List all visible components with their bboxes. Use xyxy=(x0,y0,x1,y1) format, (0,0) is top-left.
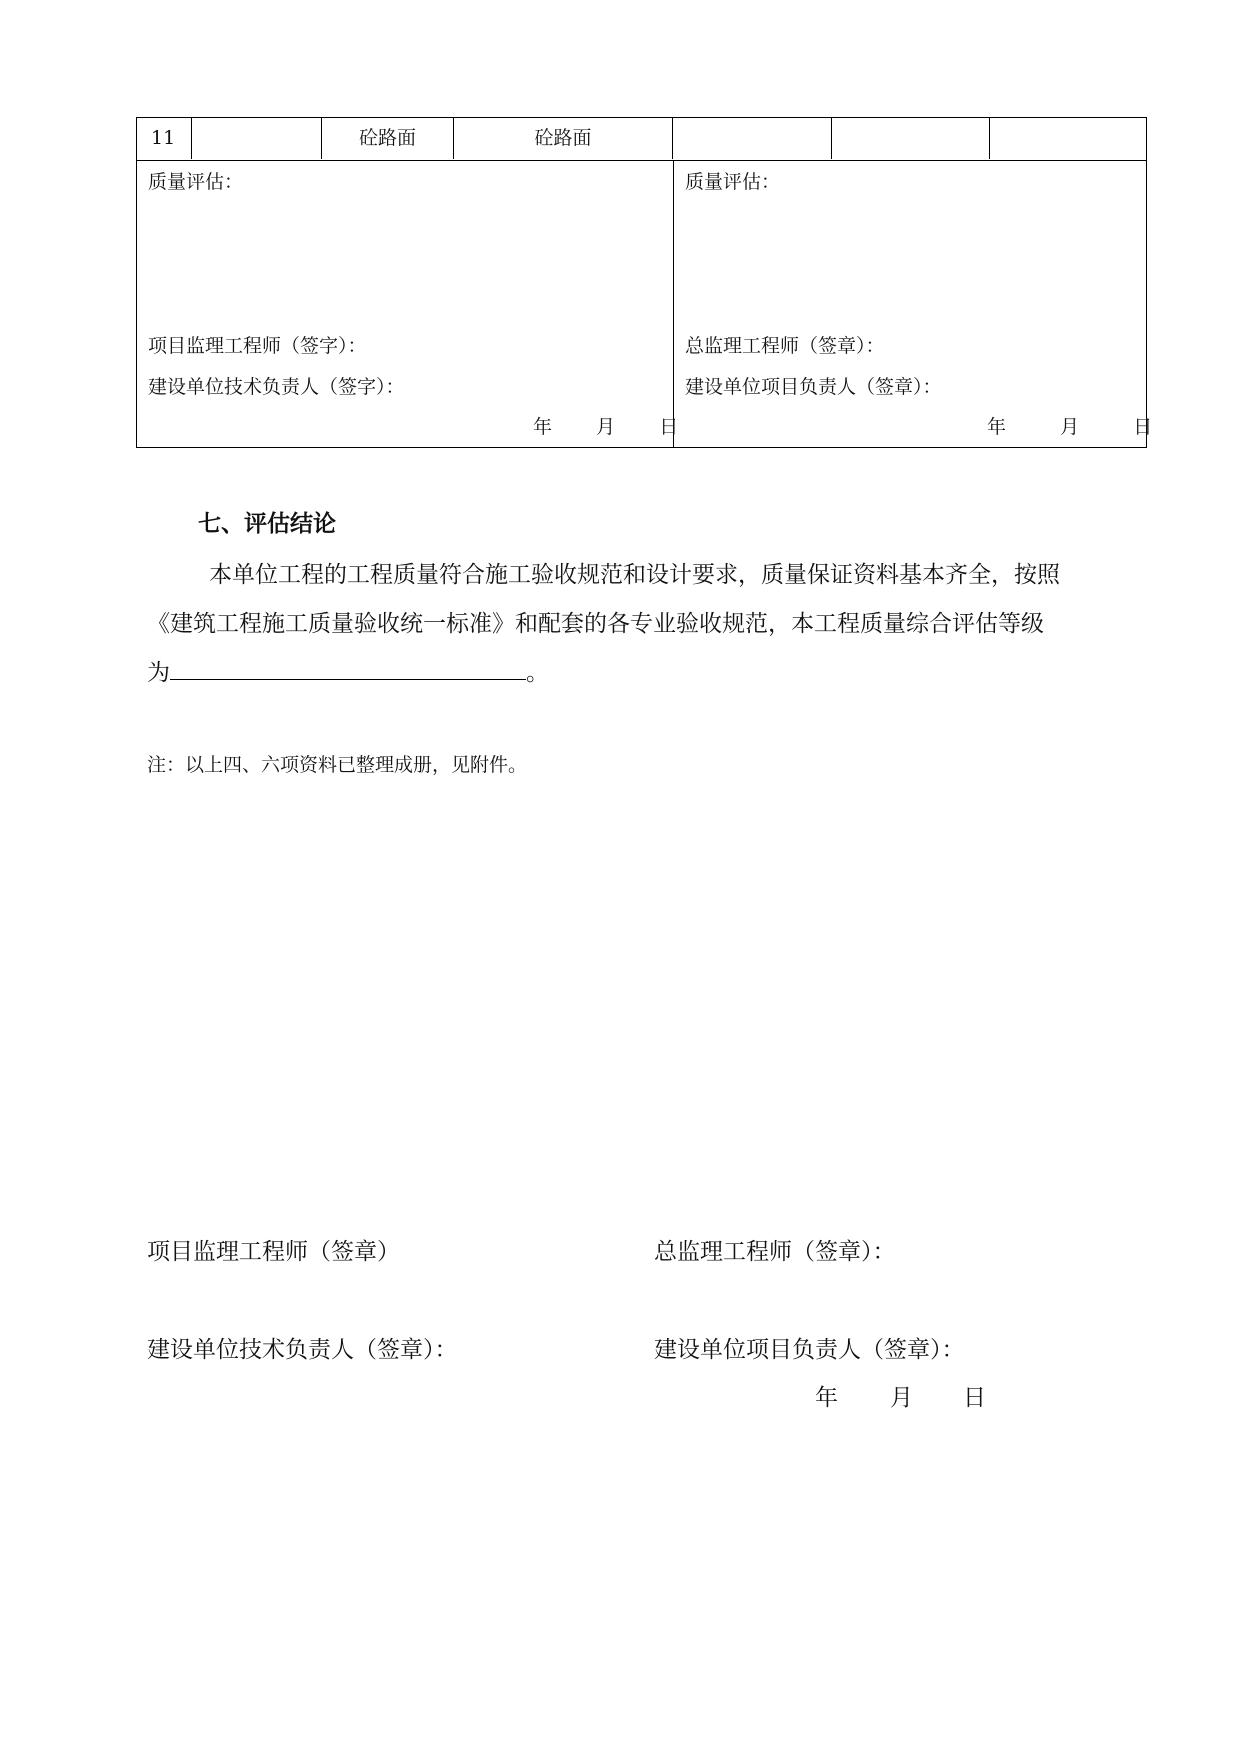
day-label: 日 xyxy=(659,416,679,438)
conclusion-line-2: 《建筑工程施工质量验收统一标准》和配套的各专业验收规范，本工程质量综合评估等级 xyxy=(147,611,1044,637)
evaluation-table xyxy=(136,117,1153,448)
conclusion-suffix: 。 xyxy=(526,660,549,686)
month-label: 月 xyxy=(596,416,616,438)
right-evaluation-cell xyxy=(674,161,1153,447)
signature-date-line xyxy=(815,1379,986,1412)
month-label: 月 xyxy=(1060,416,1080,438)
owner-tech-signature-label: 建设单位技术负责人（签字）： xyxy=(148,376,405,398)
year-label: 年 xyxy=(987,416,1007,438)
row-number-cell: 11 xyxy=(137,118,192,159)
chief-signature-label: 总监理工程师（签章）： xyxy=(654,1239,896,1265)
attachment-note: 注：以上四、六项资料已整理成册，见附件。 xyxy=(147,754,528,776)
conclusion-line-1: 本单位工程的工程质量符合施工验收规范和设计要求，质量保证资料基本齐全，按照 xyxy=(209,562,1060,588)
table-row xyxy=(137,118,1146,161)
year-label: 年 xyxy=(533,416,553,438)
conclusion-prefix: 为 xyxy=(147,660,170,686)
cell-col7 xyxy=(990,118,1145,159)
grade-blank xyxy=(170,657,526,680)
left-evaluation-cell xyxy=(137,161,679,447)
day-label: 日 xyxy=(963,1385,986,1411)
day-label: 日 xyxy=(1133,416,1153,438)
owner-project-signature-label: 建设单位项目负责人（签章）： xyxy=(685,376,942,398)
cell-col6 xyxy=(832,118,990,159)
chief-engineer-signature-label: 总监理工程师（签章）： xyxy=(685,335,885,357)
date-line xyxy=(533,412,678,439)
cell-col3: 砼路面 xyxy=(322,118,454,159)
engineer-signature-label: 项目监理工程师（签章） xyxy=(147,1239,400,1265)
date-line xyxy=(987,412,1152,439)
project-engineer-signature-label: 项目监理工程师（签字）： xyxy=(148,335,367,357)
owner-tech-signature-label: 建设单位技术负责人（签章）： xyxy=(147,1337,458,1363)
cell-col4: 砼路面 xyxy=(454,118,673,159)
year-label: 年 xyxy=(815,1385,838,1411)
section-heading: 七、评估结论 xyxy=(198,511,336,537)
conclusion-line-3 xyxy=(147,654,549,687)
owner-project-signature-label: 建设单位项目负责人（签章）： xyxy=(654,1337,965,1363)
quality-evaluation-label: 质量评估： xyxy=(148,171,244,193)
cell-col2 xyxy=(192,118,322,159)
month-label: 月 xyxy=(890,1385,913,1411)
quality-evaluation-label: 质量评估： xyxy=(685,171,781,193)
cell-col5 xyxy=(673,118,832,159)
